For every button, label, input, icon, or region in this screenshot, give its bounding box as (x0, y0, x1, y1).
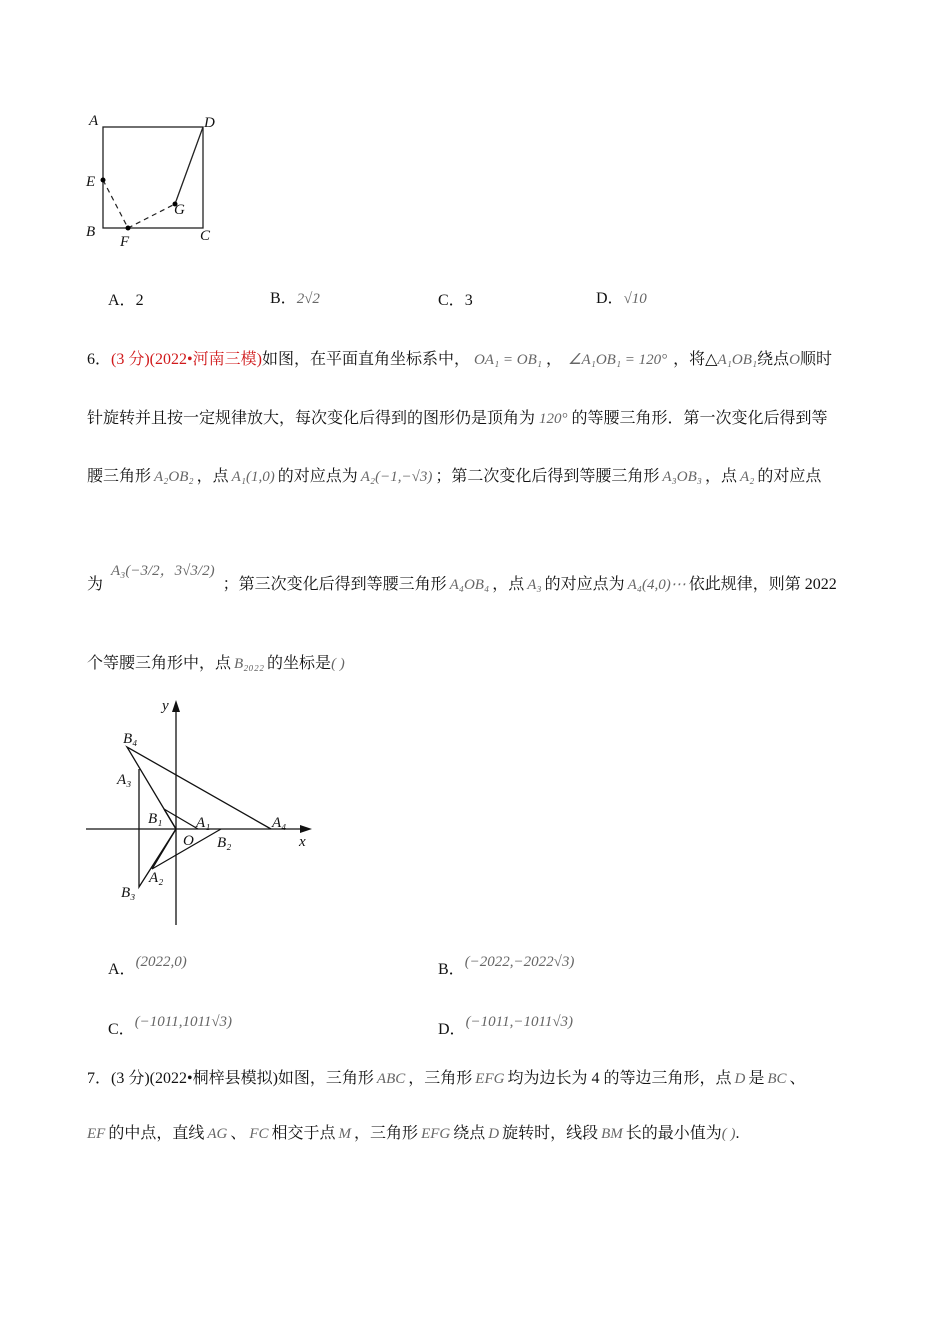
math: 120° (539, 411, 568, 427)
choice-value: (−1011,1011√3) (134, 1014, 233, 1030)
math: A₄OB₄ (449, 577, 490, 593)
math: A₁(1,0) (231, 469, 275, 485)
text: 为 (87, 576, 104, 593)
answer-blank: ( ) (721, 1126, 736, 1142)
label-B4: B₄ (123, 731, 138, 747)
text: 的对应点 (757, 468, 822, 485)
label-O: O (183, 833, 194, 849)
math: BM (601, 1126, 623, 1142)
text: 长的最小值为 (625, 1125, 722, 1142)
q7-line2 (87, 1120, 740, 1143)
answer-blank: ( ) (331, 656, 345, 672)
choice-letter: A． (108, 292, 136, 309)
text: 腰三角形 (87, 468, 152, 485)
text: 均为边长为 4 的等边三角形，点 (507, 1070, 732, 1087)
math: O (789, 352, 800, 368)
q6-choice-a[interactable] (108, 948, 187, 978)
question-source: (3 分)(2022•河南三模) (111, 351, 262, 368)
label-x: x (299, 834, 306, 850)
choice-value: (2022,0) (135, 954, 187, 970)
math: A₃OB₃ (662, 469, 702, 485)
choice-letter: C． (438, 292, 465, 309)
label-B2: B₂ (217, 835, 232, 851)
choice-letter: A． (108, 961, 136, 978)
label-B3: B₃ (121, 885, 136, 901)
text: ，点 (704, 468, 737, 485)
text: 顺时 (799, 351, 832, 368)
math: A₂(−1,−√3) (360, 469, 433, 485)
math: EF (87, 1126, 106, 1142)
text: 、 (230, 1125, 247, 1142)
text: 依此规律，则第 2022 (688, 576, 837, 593)
text: 旋转时，线段 (502, 1125, 599, 1142)
q6-choice-d[interactable] (438, 1008, 574, 1038)
label-D: D (204, 115, 215, 131)
math: ∠A₁OB₁ = 120° (568, 352, 668, 368)
q6-choice-c[interactable] (108, 1008, 233, 1038)
math: A₃ (527, 577, 542, 593)
math: A₃(−3/2，3√3/2) (111, 563, 215, 579)
choice-value: 2√2 (296, 291, 320, 307)
text: 是 (748, 1070, 765, 1087)
label-E: E (86, 174, 96, 190)
q6-choice-b[interactable] (438, 948, 575, 978)
label-B1: B₁ (148, 811, 163, 827)
text: ，将△ (673, 351, 718, 368)
text: 7．(3 分)(2022•桐梓县模拟)如图，三角形 (87, 1070, 374, 1087)
math: B₂₀₂₂ (234, 656, 265, 672)
math: AG (207, 1126, 228, 1142)
text: 绕点 (453, 1125, 486, 1142)
question-number: 6． (87, 351, 112, 368)
choice-letter: B． (438, 961, 465, 978)
choice-letter: D． (438, 1021, 466, 1038)
text: 的对应点为 (277, 468, 358, 485)
label-A4: A₄ (272, 815, 287, 831)
text: ，三角形 (408, 1070, 473, 1087)
label-B: B (86, 224, 96, 240)
text: ，三角形 (354, 1125, 419, 1142)
math: ABC (376, 1071, 406, 1087)
text: 的等腰三角形．第一次变化后得到等 (571, 410, 828, 427)
math: A₂OB₂ (154, 469, 194, 485)
math: A₄(4,0)⋯ (627, 577, 686, 593)
coordinate-figure (0, 0, 330, 940)
choice-value: 2 (135, 292, 144, 309)
q5-choice-d[interactable] (596, 285, 647, 308)
label-A2: A₂ (149, 870, 164, 886)
math: EFG (421, 1126, 451, 1142)
text: 如图，在平面直角坐标系中， (261, 351, 470, 368)
text: 针旋转并且按一定规律放大，每次变化后得到的图形仍是顶角为 (87, 410, 536, 427)
math: A₂ (740, 469, 755, 485)
text: ， (546, 351, 563, 368)
text: 相交于点 (271, 1125, 336, 1142)
text: ，点 (196, 468, 229, 485)
math: D (488, 1126, 500, 1142)
text: 、 (789, 1070, 806, 1087)
choice-value: 3 (464, 292, 473, 309)
math: A₁OB₁ (717, 352, 758, 368)
label-A3: A₃ (117, 772, 132, 788)
choice-letter: C． (108, 1021, 135, 1038)
text: 个等腰三角形中，点 (87, 655, 232, 672)
text: . (735, 1125, 740, 1142)
choice-value: (−2022,−2022√3) (464, 954, 575, 970)
q7-line1 (87, 1065, 806, 1088)
text: ，点 (492, 576, 525, 593)
label-A: A (89, 113, 99, 129)
label-y: y (162, 698, 169, 714)
label-G: G (174, 202, 185, 218)
text: 的对应点为 (544, 576, 625, 593)
math: FC (249, 1126, 269, 1142)
text: 的坐标是 (267, 655, 332, 672)
math: EFG (475, 1071, 505, 1087)
label-C: C (200, 228, 211, 244)
text: ；第二次变化后得到等腰三角形 (435, 468, 660, 485)
text: 绕点 (757, 351, 790, 368)
q5-choice-c[interactable] (438, 287, 473, 310)
math: M (338, 1126, 352, 1142)
choice-letter: D． (596, 290, 624, 307)
math: BC (767, 1071, 787, 1087)
label-A1: A₁ (196, 815, 211, 831)
text: 的中点，直线 (108, 1125, 205, 1142)
choice-value: √10 (623, 291, 647, 307)
text: ；第三次变化后得到等腰三角形 (222, 576, 447, 593)
choice-letter: B． (270, 290, 297, 307)
choice-value: (−1011,−1011√3) (465, 1014, 574, 1030)
math: D (734, 1071, 746, 1087)
math: OA₁ = OB₁ (473, 352, 542, 368)
label-F: F (120, 234, 130, 250)
